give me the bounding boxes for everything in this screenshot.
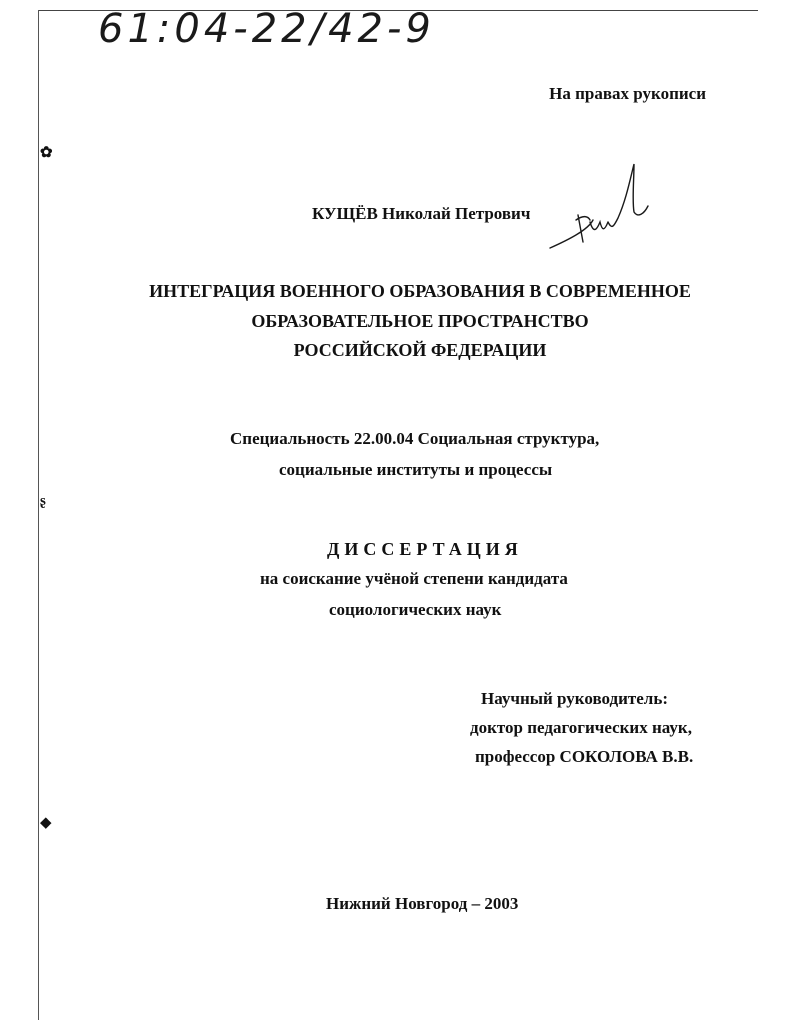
specialty-line-1: Специальность 22.00.04 Социальная структура, — [230, 429, 600, 448]
margin-mark-icon: ✿ — [40, 145, 53, 161]
degree-line-1: на соискание учёной степени кандидата — [260, 569, 568, 588]
signature — [548, 160, 658, 255]
document-type: ДИССЕРТАЦИЯ — [327, 539, 523, 559]
supervisor-degree: доктор педагогических наук, — [470, 718, 692, 737]
author-name: КУЩЁВ Николай Петрович — [312, 204, 531, 223]
archive-code: 61:04-22/42-9 — [98, 6, 435, 52]
degree-line-2: социологических наук — [329, 600, 502, 619]
rights-note: На правах рукописи — [549, 84, 706, 103]
margin-mark-icon: ʂ — [40, 493, 46, 509]
title-line-3: РОССИЙСКОЙ ФЕДЕРАЦИИ — [293, 340, 547, 360]
specialty-line-2: социальные институты и процессы — [279, 460, 553, 479]
supervisor-label: Научный руководитель: — [481, 689, 668, 708]
left-border-line — [38, 10, 39, 1020]
supervisor-name: профессор СОКОЛОВА В.В. — [475, 747, 694, 766]
title-line-2: ОБРАЗОВАТЕЛЬНОЕ ПРОСТРАНСТВО — [251, 311, 589, 331]
margin-mark-icon: ◆ — [40, 815, 52, 831]
title-line-1: ИНТЕГРАЦИЯ ВОЕННОГО ОБРАЗОВАНИЯ В СОВРЕМЕННОЕ — [149, 281, 691, 301]
place-year: Нижний Новгород – 2003 — [326, 894, 519, 913]
